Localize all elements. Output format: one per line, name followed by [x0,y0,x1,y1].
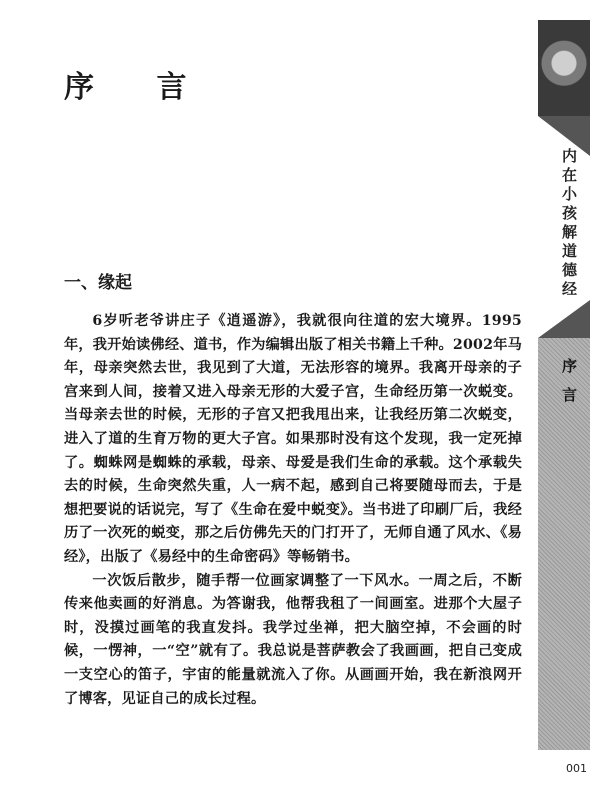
side-book-title: 内在小孩解道德经 [560,148,578,300]
cover-thumbnail [538,20,590,116]
paragraph-2: 一次饭后散步，随手帮一位画家调整了一下风水。一周之后，不断传来他卖画的好消息。为答谢我，他帮我租了一间画室。进那个大屋子时，没摸过画笔的我直发抖。我学过坐禅，把大脑空掉，不会画的时候，一愣神，一“空”就有了。我总说是菩萨教会了我画画，把自己变成一支空心的笛子，宇宙的能量就流入了你。从画画开始，我在新浪网开了博客，见证自己的成长过程。 [64,572,522,707]
paragraph-1: 6岁听老爷讲庄子《逍遥游》，我就很向往道的宏大境界。1995年，我开始读佛经、道书，作为编辑出版了相关书籍上千种。2002年马年，母亲突然去世，我见到了大道，无法形容的境界。我离开母亲的子宫来到人间，接着又进入母亲无形的大爱子宫，生命经历第一次蜕变。当母亲去世的时候，无形的子宫又把我甩出来，让我经历第二次蜕变，进入了道的生育万物的更大子宫。如果那时没有这个发现，我一定死掉了。蜘蛛网是蜘蛛的承载，母亲、母爱是我们生命的承载。这个承载失去的时候，生命突然失重，人一病不起，感到自己将要随母而去，于是想把要说的话说完，写了《生命在爱中蜕变》。当书进了印刷厂后，我经历了一次死的蜕变，那之后仿佛先天的门打开了，无师自通了风水、《易经》，出版了《易经中的生命密码》等畅销书。 [64,313,522,565]
section-heading: 一、缘起 [64,273,132,293]
body-text [64,310,522,711]
chapter-title: 序 言 [64,70,213,105]
side-section-label: 序言 [560,358,578,416]
page-number: 001 [566,762,587,775]
